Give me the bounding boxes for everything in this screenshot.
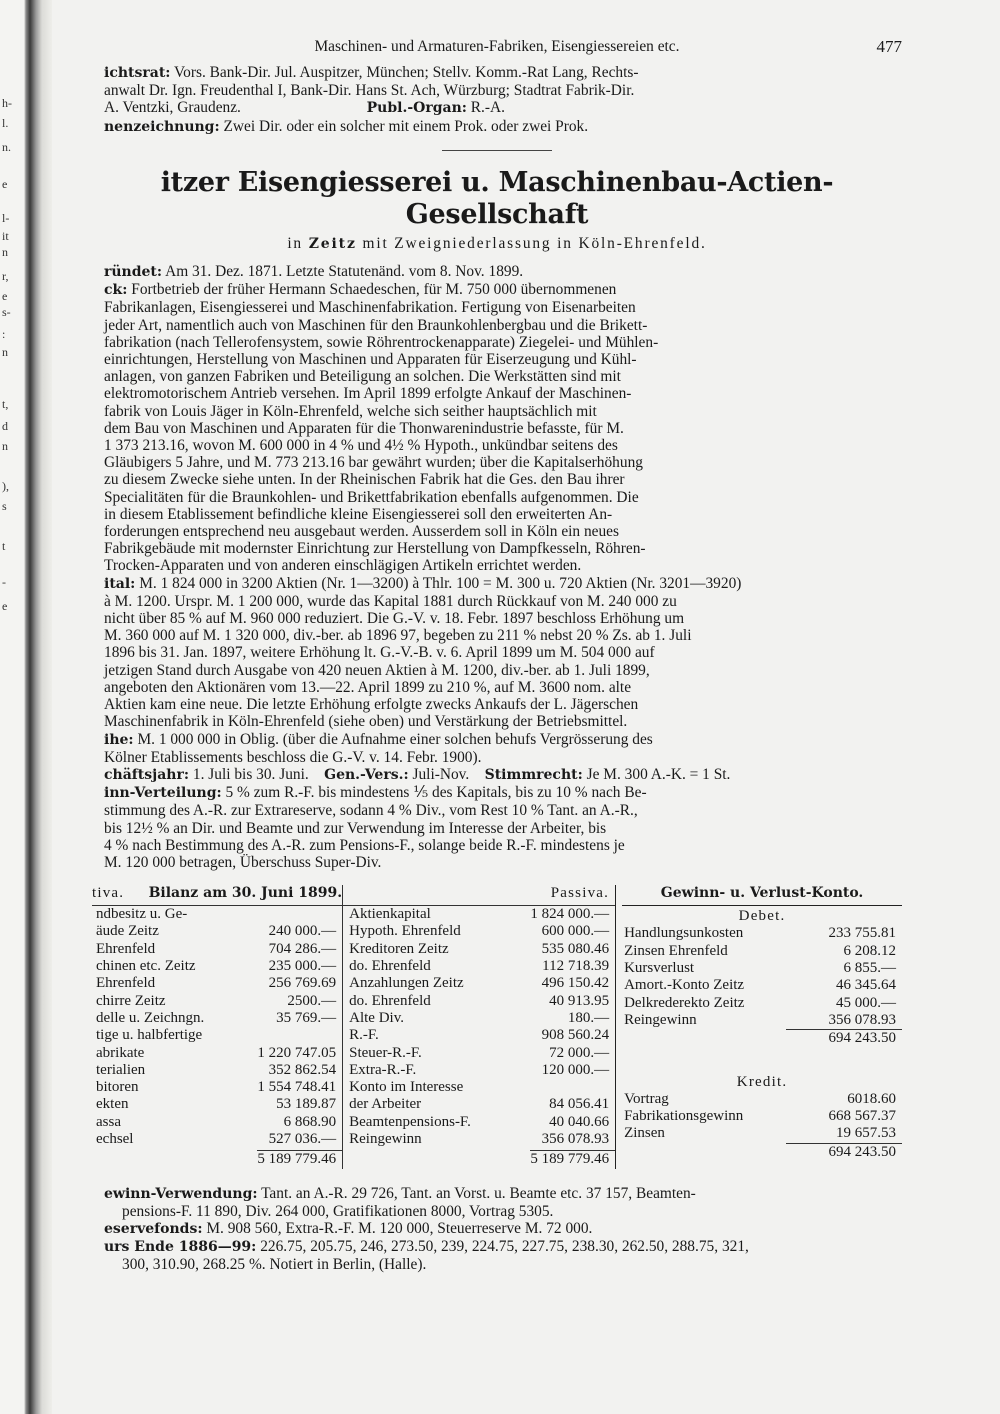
aktiva-row-label: chirre Zeitz (96, 992, 166, 1009)
passiva-row (343, 975, 615, 992)
aktiva-row-value: 352 862.54 (268, 1061, 337, 1078)
passiva-row-value: 600 000.— (541, 923, 610, 940)
passiva-row-label: Aktienkapital (349, 906, 431, 923)
company-title: itzer Eisengiesserei u. Maschinenbau-Actien-Gesellschaft (160, 166, 834, 230)
passiva-column (342, 885, 615, 1168)
passiva-row-value: 908 560.24 (541, 1027, 610, 1044)
aktiva-row-value: 704 286.— (268, 940, 337, 957)
passiva-row-label: Reingewinn (349, 1130, 422, 1147)
gv-konto-title: Gewinn- u. Verlust-Konto. (660, 885, 864, 902)
zweck-line: 1 373 213.16, wovon M. 600 000 in 4 % und 4½ % Hypoth., unkündbar seitens des (104, 437, 618, 455)
kredit-row-label: Vortrag (624, 1090, 669, 1107)
passiva-row (343, 1045, 615, 1062)
section-separator (442, 150, 552, 151)
aktiva-row-value: 235 000.— (268, 958, 337, 975)
zweck-line: Trocken-Apparaten und von anderen einschlägigen Artikeln errichtet werden. (104, 557, 582, 575)
passiva-row (343, 1114, 615, 1131)
passiva-row-value: 112 718.39 (542, 958, 610, 975)
zweck-line: forderungen entsprechend neu ausgebaut werden. Ausserdem soll in Köln ein neues (104, 523, 620, 541)
debet-row-value: 356 078.93 (828, 1011, 896, 1028)
debet-row-value: 6 855.— (843, 960, 896, 977)
aktiva-row (92, 1045, 342, 1062)
margin-fragment: : (2, 327, 6, 341)
zweck-line: Gläubigers 5 Jahre, und M. 773 213.16 bar gewährt wurden; über die Kapitalserhöhung (104, 454, 643, 472)
passiva-row-label: Beamtenpensions-F. (349, 1113, 471, 1130)
passiva-header (343, 885, 615, 906)
passiva-row-value: 120 000.— (541, 1061, 610, 1078)
passiva-row (343, 941, 615, 958)
aktiva-header (92, 885, 342, 906)
debet-row (622, 977, 902, 994)
aktiva-row-label: tige u. halbfertige (96, 1027, 203, 1044)
passiva-row-label: der Arbeiter (349, 1096, 422, 1113)
passiva-row-label: Anzahlungen Zeitz (349, 975, 464, 992)
gewinnverteilung-line (92, 784, 902, 802)
passiva-row-label: Konto im Interesse (349, 1079, 464, 1096)
passiva-row-label: Alte Div. (349, 1009, 404, 1026)
kapital-line (92, 575, 902, 593)
passiva-row (343, 958, 615, 975)
kurs-text: 226.75, 205.75, 246, 273.50, 239, 224.75, 227.75, 238.30, 262.50, 288.75, 321, (260, 1238, 749, 1256)
aufsichtsrat-line (92, 99, 902, 117)
aktiva-total: 5 189 779.46 (257, 1150, 342, 1168)
aktiva-row-value: 1 220 747.05 (257, 1044, 337, 1061)
footer-section (92, 1185, 902, 1274)
aktiva-row (92, 1079, 342, 1096)
passiva-row (343, 993, 615, 1010)
passiva-total: 5 189 779.46 (530, 1150, 615, 1168)
margin-fragment: s- (2, 305, 11, 319)
aktiva-row-label: Ehrenfeld (96, 940, 156, 957)
passiva-row (343, 1131, 615, 1148)
zweck-line (92, 281, 902, 299)
margin-fragment: - (2, 575, 6, 589)
kredit-rows (622, 1091, 902, 1143)
kapital-line: à M. 1200. Urspr. M. 1 200 000, wurde das Kapital 1881 durch Rückkauf von M. 240 000 zu (104, 592, 677, 610)
debet-row-label: Zinsen Ehrenfeld (624, 942, 728, 959)
gewinnverwendung-line (92, 1185, 902, 1203)
aktiva-row (92, 923, 342, 940)
anleihe-section (92, 731, 902, 766)
zweck-line: Fabrikgebäude mit modernster Einrichtung zur Herstellung von Dampfkesseln, Röhren- (104, 540, 646, 558)
aktiva-row-value: 256 769.69 (268, 975, 337, 992)
aktiva-row (92, 975, 342, 992)
margin-fragment: l- (2, 211, 10, 225)
debet-row (622, 960, 902, 977)
zweck-line: Specialitäten für die Braunkohlen- und Brikettfabrikation ebenfalls aufgenommen. Die (104, 488, 639, 506)
aktiva-rows (92, 906, 342, 1148)
kredit-total-row (622, 1143, 902, 1161)
aktiva-row-label: ekten (96, 1096, 129, 1113)
aktiva-row (92, 1114, 342, 1131)
aktiva-row-label: terialien (96, 1061, 146, 1078)
publ-organ-text: R.-A. (470, 99, 505, 117)
bilanz-section (92, 885, 902, 1168)
aktiva-row (92, 906, 342, 923)
kapital-section (92, 575, 902, 731)
aktiva-row-value: 1 554 748.41 (257, 1079, 337, 1096)
zweck-line: einrichtungen, Herstellung von Maschinen und Apparaten für Eiserzeugung und Kühl- (104, 351, 637, 369)
passiva-row-label: Kreditoren Zeitz (349, 940, 449, 957)
aktiva-row-label: abrikate (96, 1044, 145, 1061)
aktiva-row (92, 1131, 342, 1148)
passiva-row-value: 180.— (567, 1009, 610, 1026)
zweck-line: fabrikation (nach Tellerofensystem, sowie Röhrentrockenapparate) Ziegelei- und Mühlen- (104, 333, 659, 351)
passiva-row-label: do. Ehrenfeld (349, 992, 431, 1009)
aufsichtsrat-text: Vors. Bank-Dir. Jul. Auspitzer, München; Stellv. Komm.-Rat Lang, Rechts- (174, 64, 639, 81)
debet-total: 694 243.50 (786, 1029, 902, 1047)
passiva-row-label: R.-F. (349, 1027, 379, 1044)
gewinnverteilung-line: M. 120 000 betragen, Überschuss Super-Div. (104, 853, 382, 871)
passiva-row (343, 906, 615, 923)
kapital-line: angeboten den Aktionären vom 13.—22. April 1899 zu 210 %, auf M. 3600 nom. alte (104, 678, 632, 696)
aktiva-total-row (92, 1148, 342, 1168)
aktiva-row-label: bitoren (96, 1079, 139, 1096)
margin-fragment: e (2, 599, 8, 613)
aktiva-row (92, 1062, 342, 1079)
geschaeftsjahr-text: 1. Juli bis 30. Juni. (192, 765, 309, 783)
passiva-label: Passiva. (550, 885, 610, 902)
passiva-row-value: 84 056.41 (549, 1096, 610, 1113)
firmenzeichnung-text: Zwei Dir. oder ein solcher mit einem Prok. oder zwei Prok. (223, 117, 589, 135)
aktiva-row-label: echsel (96, 1130, 134, 1147)
debet-row-label: Kursverlust (624, 960, 695, 977)
debet-row (622, 943, 902, 960)
debet-label: Debet. (738, 908, 786, 925)
debet-row-value: 45 000.— (836, 994, 896, 1011)
aktiva-row-value: 53 189.87 (276, 1096, 337, 1113)
kapital-line: nicht über 85 % auf M. 960 000 reduziert. Die G.-V. v. 18. Febr. 1897 beschloss Erhöhung um (104, 610, 685, 628)
margin-fragment: h- (2, 96, 12, 110)
aktiva-row (92, 1010, 342, 1027)
company-subtitle (92, 235, 902, 253)
debet-row-label: Delkrederekto Zeitz (624, 994, 745, 1011)
running-head (92, 38, 902, 64)
zweck-line: fabrik von Louis Jäger in Köln-Ehrenfeld, welche sich seither hauptsächlich mit (104, 402, 597, 420)
kredit-row (622, 1125, 902, 1142)
aktiva-row (92, 993, 342, 1010)
aktiva-row-value: 527 036.— (268, 1130, 337, 1147)
gewinnverwendung-line: pensions-F. 11 890, Div. 264 000, Gratifikationen 8000, Vortrag 5305. (122, 1202, 554, 1220)
gewinnverteilung-label: inn-Verteilung: (104, 785, 222, 802)
anleihe-label: ihe: (104, 731, 134, 748)
kurs-label: urs Ende 1886—99: (104, 1239, 257, 1256)
stimmrecht-label: Stimmrecht: (484, 766, 583, 783)
debet-row-value: 6 208.12 (843, 942, 896, 959)
margin-fragment: r, (2, 269, 9, 283)
passiva-row-label: do. Ehrenfeld (349, 958, 431, 975)
gegruendet-line (92, 263, 902, 281)
kredit-label: Kredit. (736, 1073, 788, 1090)
kapital-text: M. 1 824 000 in 3200 Aktien (Nr. 1—3200) à Thlr. 100 = M. 300 u. 720 Aktien (Nr. 3201—3920) (139, 574, 742, 592)
geschaeftsjahr-label: chäftsjahr: (104, 766, 190, 783)
debet-row-value: 233 755.81 (828, 925, 896, 942)
geschaeftsjahr-line (92, 766, 902, 784)
passiva-row-value: 535 080.46 (541, 940, 610, 957)
zweck-section (92, 281, 902, 574)
passiva-row-value: 356 078.93 (541, 1130, 610, 1147)
margin-fragment: ), (2, 479, 9, 493)
debet-row-value: 46 345.64 (836, 977, 896, 994)
margin-fragment: n (2, 345, 8, 359)
aktiva-row-label: ndbesitz u. Ge- (96, 906, 188, 923)
kapital-line: Aktien kam eine neue. Die letzte Erhöhung erfolgte zwecks Ankaufs der L. Jägerschen (104, 696, 639, 714)
reservefonds-line (92, 1220, 902, 1238)
passiva-row-label: Hypoth. Ehrenfeld (349, 923, 461, 940)
anleihe-line (92, 731, 902, 749)
stimmrecht-text: Je M. 300 A.-K. = 1 St. (586, 765, 731, 783)
debet-row-label: Reingewinn (624, 1011, 697, 1028)
zweck-line: dem Bau von Maschinen und Apparaten für die Thonwarenindustrie befasste, für M. (104, 419, 624, 437)
kredit-total: 694 243.50 (786, 1143, 902, 1161)
kurs-line (92, 1238, 902, 1256)
debet-rows (622, 925, 902, 1029)
margin-fragment: l. (2, 116, 9, 130)
kurs-line: 300, 310.90, 268.25 %. Notiert in Berlin, (Halle). (122, 1256, 427, 1274)
running-head-title: Maschinen- und Armaturen-Fabriken, Eisengiessereien etc. (314, 38, 680, 55)
previous-entry (92, 64, 902, 136)
kapital-line: Maschinenfabrik in Köln-Ehrenfeld (siehe oben) und Verstärkung der Betriebsmittel. (104, 713, 628, 731)
passiva-row (343, 1010, 615, 1027)
passiva-row (343, 1096, 615, 1113)
passiva-row (343, 1079, 615, 1096)
aktiva-row-value: 240 000.— (268, 923, 337, 940)
margin-fragment: t (2, 539, 6, 553)
passiva-rows (343, 906, 615, 1148)
zweck-line: in diesem Etablissement befindliche kleine Eisengiesserei soll den erweiterten An- (104, 505, 613, 523)
passiva-row (343, 923, 615, 940)
aktiva-row-label: assa (96, 1113, 121, 1130)
kapital-label: ital: (104, 575, 136, 592)
debet-row (622, 1012, 902, 1029)
publ-organ-label: Publ.-Organ: (366, 100, 467, 117)
gegruendet-text: Am 31. Dez. 1871. Letzte Statutenänd. vom 8. Nov. 1899. (165, 263, 524, 281)
page-number: 477 (876, 37, 902, 56)
page-content (92, 38, 902, 1274)
gewinnverteilung-text: 5 % zum R.-F. bis mindestens ⅕ des Kapitals, bis zu 10 % nach Be- (225, 784, 647, 802)
passiva-total-row (343, 1148, 615, 1168)
aktiva-row-label: chinen etc. Zeitz (96, 958, 196, 975)
kredit-row-label: Zinsen (624, 1125, 665, 1142)
gegruendet-label: ründet: (104, 264, 163, 281)
zweck-line: zu diesem Zwecke siehe unten. In der Rheinischen Fabrik hat die Ges. den Bau ihrer (104, 471, 625, 489)
gv-konto-header (622, 885, 902, 906)
margin-fragment: e (2, 177, 8, 191)
aufsichtsrat-text: A. Ventzki, Graudenz. (104, 99, 241, 117)
anleihe-line: Kölner Etablissements beschloss die G.-V. v. 14. Febr. 1900). (104, 748, 482, 766)
gen-vers-text: Juli-Nov. (412, 765, 470, 783)
aktiva-row (92, 941, 342, 958)
aktiva-row-label: äude Zeitz (96, 923, 159, 940)
passiva-row (343, 1062, 615, 1079)
kredit-row-value: 668 567.37 (828, 1108, 896, 1125)
zweck-text: Fortbetrieb der früher Hermann Schaedeschen, für M. 750 000 übernommenen (131, 281, 617, 299)
aufsichtsrat-line: anwalt Dr. Ign. Freudenthal I, Bank-Dir. Hans St. Ach, Würzburg; Stadtrat Fabrik-Dir. (104, 82, 635, 100)
aktiva-row (92, 1027, 342, 1044)
gewinnverteilung-line: bis 12½ % an Dir. und Beamte und zur Verwendung im Interesse der Arbeiter, bis (104, 819, 607, 837)
zweck-line: Fabrikanlagen, Eisengiesserei und Maschinenfabrikation. Fertigung von Eisenarbeiten (104, 299, 636, 317)
passiva-row-value: 40 040.66 (549, 1113, 610, 1130)
passiva-row-value: 1 824 000.— (530, 906, 610, 923)
margin-fragment: d (2, 419, 8, 433)
gewinnverwendung-label: ewinn-Verwendung: (104, 1185, 258, 1202)
subtitle-city: Zeitz (308, 235, 357, 252)
bilanz-title: Bilanz am 30. Juni 1899. (148, 885, 343, 902)
passiva-row-value: 72 000.— (549, 1044, 610, 1061)
subtitle-text: mit Zweigniederlassung in Köln-Ehrenfeld. (362, 234, 707, 252)
zweck-line: jeder Art, namentlich auch von Maschinen für den Braunkohlenbergbau und die Brikett- (104, 316, 648, 334)
aktiva-row-label: Ehrenfeld (96, 975, 156, 992)
zweck-line: anlagen, von ganzen Fabriken und Beteiligung an solchen. Die Werkstätten sind mit (104, 368, 621, 386)
margin-fragment: n (2, 245, 8, 259)
passiva-row-label: Steuer-R.-F. (349, 1044, 422, 1061)
kapital-line: 1896 bis 31. Jan. 1897, weitere Erhöhung lt. G.-V.-B. v. 6. April 1899 um M. 504 000 auf (104, 644, 655, 662)
gen-vers-label: Gen.-Vers.: (324, 766, 409, 783)
passiva-row-value: 40 913.95 (549, 992, 610, 1009)
aktiva-row (92, 958, 342, 975)
debet-row (622, 925, 902, 942)
debet-row-label: Amort.-Konto Zeitz (624, 977, 745, 994)
debet-row-label: Handlungsunkosten (624, 925, 744, 942)
subtitle-text: in (287, 234, 303, 252)
aktiva-row-value: 2500.— (287, 992, 337, 1009)
margin-fragment: s (2, 499, 7, 513)
gewinnverteilung-line: 4 % nach Bestimmung des A.-R. zum Pensions-F., solange beide R.-F. mindestens je (104, 836, 625, 854)
kredit-row-value: 6018.60 (847, 1090, 896, 1107)
gv-konto-column (615, 885, 902, 1168)
margin-fragment: e (2, 289, 8, 303)
aktiva-row-label: delle u. Zeichngn. (96, 1009, 205, 1026)
kredit-row (622, 1108, 902, 1125)
margin-fragment: n (2, 439, 8, 453)
zweck-line: elektromotorischem Antrieb versehen. Im April 1899 erfolgte Ankauf der Maschinen- (104, 385, 632, 403)
anleihe-text: M. 1 000 000 in Oblig. (über die Aufnahme einer solchen behufs Vergrösserung des (137, 730, 653, 748)
aktiva-row-value: 35 769.— (276, 1009, 337, 1026)
aktiva-label: tiva. (92, 885, 125, 902)
margin-fragment: it (2, 229, 9, 243)
margin-fragment: n. (2, 140, 11, 154)
zweck-label: ck: (104, 282, 128, 299)
gewinnverteilung-line: stimmung des A.-R. zur Extrareserve, sodann 4 % Div., vom Rest 10 % Tant. an A.-R., (104, 802, 638, 820)
aktiva-row-value: 6 868.90 (283, 1113, 337, 1130)
firmenzeichnung-label: nenzeichnung: (104, 118, 220, 135)
firmenzeichnung-line (92, 118, 902, 136)
kapital-line: M. 360 000 auf M. 1 320 000, div.-ber. ab 1896 97, begeben zu 211 % nebst 20 % Zs. ab 1. Juli (104, 627, 692, 645)
reservefonds-text: M. 908 560, Extra-R.-F. M. 120 000, Steuerreserve M. 72 000. (206, 1219, 593, 1237)
aktiva-column (92, 885, 342, 1168)
gewinnverteilung-section (92, 784, 902, 871)
debet-total-row (622, 1029, 902, 1047)
margin-fragment: t, (2, 397, 9, 411)
aufsichtsrat-line (92, 64, 902, 82)
kapital-line: jetzigen Stand durch Ausgabe von 420 neuen Aktien à M. 1200, div.-ber. ab 1. Juli 1899, (104, 661, 650, 679)
passiva-row-label: Extra-R.-F. (349, 1061, 417, 1078)
passiva-row-value: 496 150.42 (541, 975, 610, 992)
passiva-row (343, 1027, 615, 1044)
reservefonds-label: eservefonds: (104, 1220, 203, 1237)
aktiva-row (92, 1096, 342, 1113)
kredit-row (622, 1091, 902, 1108)
aufsichtsrat-label: ichtsrat: (104, 65, 171, 81)
kredit-row-value: 19 657.53 (836, 1125, 896, 1142)
debet-row (622, 995, 902, 1012)
kredit-row-label: Fabrikationsgewinn (624, 1108, 744, 1125)
gewinnverwendung-text: Tant. an A.-R. 29 726, Tant. an Vorst. u. Beamte etc. 37 157, Beamten- (261, 1184, 696, 1202)
